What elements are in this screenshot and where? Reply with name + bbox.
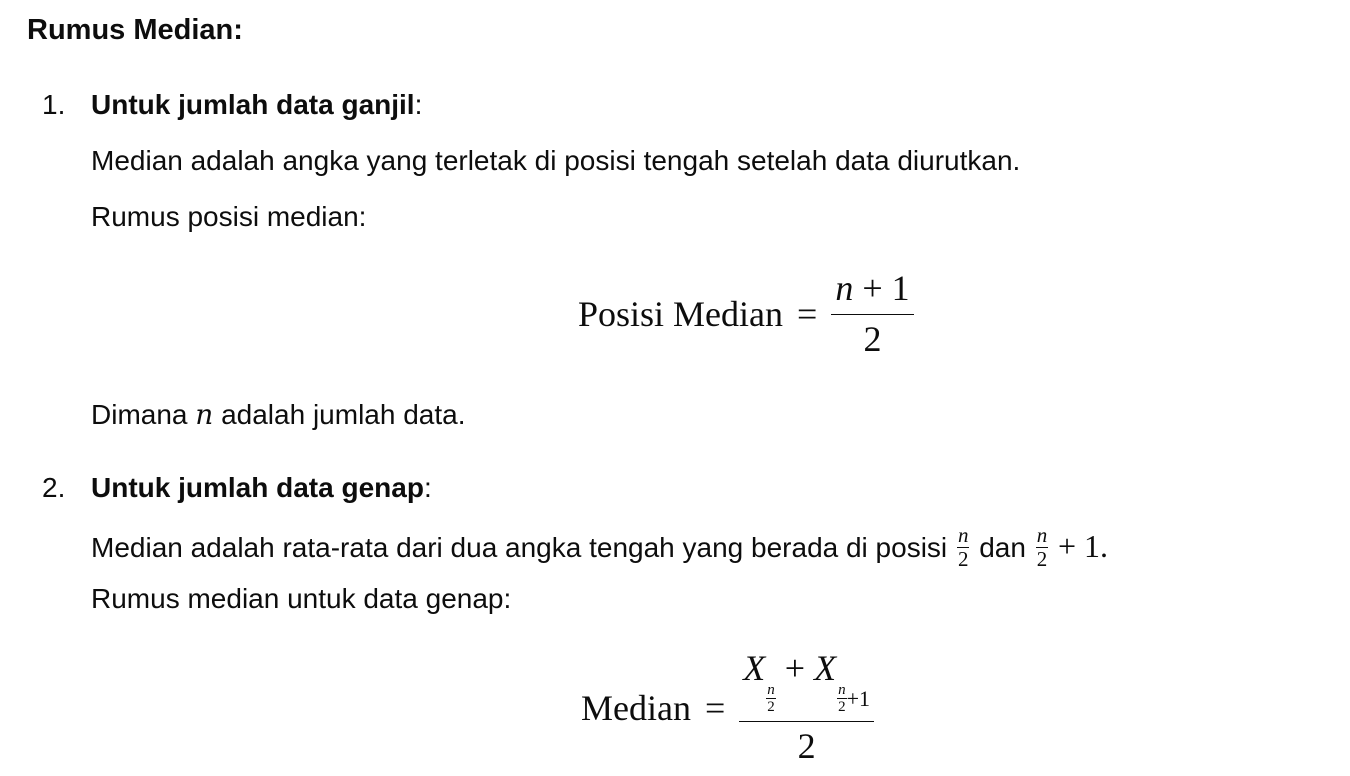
item-1-description: Median adalah angka yang terletak di posisi tengah setelah data diurutkan. [91,145,1021,176]
formula-odd-denominator: 2 [863,318,882,359]
section-heading: Rumus Median: [27,14,243,46]
x2-sub-den: 2 [838,699,846,715]
inline-frac2-num: n [1036,523,1048,547]
item-1-note-var: n [195,398,214,431]
list-number-2: 2. [42,472,66,503]
formula-odd-median-position [578,270,914,359]
formula-even-numerator [739,650,874,722]
item-2-desc-mid: dan [979,531,1026,563]
item-2-title-suffix: : [423,472,432,503]
formula-even-fraction [739,650,874,766]
formula-odd-numerator [831,270,913,315]
formula-odd-plus-one: + 1 [862,268,910,308]
inline-frac2-den: 2 [1036,547,1048,571]
item-1-title-bold: Untuk jumlah data ganjil [91,89,415,120]
formula-odd-lhs: Posisi Median [578,294,784,335]
formula-even-denominator: 2 [797,726,816,766]
item-1-title [91,89,422,121]
x1-sub-den: 2 [767,699,775,715]
formula-odd-equals: = [797,294,818,335]
formula-even-equals: = [704,687,726,728]
item-1-note-prefix: Dimana [91,399,188,430]
x2-sub-frac [837,683,847,715]
formula-even-x1-subscript [766,683,776,715]
inline-fraction-n-over-2-second [1036,525,1049,570]
inline-fraction-n-over-2 [957,525,970,570]
formula-even-x2: X [814,648,837,688]
formula-odd-n: n [835,268,854,308]
item-2-title [91,472,432,504]
formula-even-x2-subscript [836,683,870,715]
item-1-note-suffix: adalah jumlah data. [221,399,466,430]
x2-sub-plus-one: +1 [846,686,871,712]
formula-even-x1: X [743,648,766,688]
formula-even-median [581,650,874,766]
formula-even-lhs: Median [581,687,691,728]
item-1-title-suffix: : [414,89,423,120]
item-1-note [91,398,466,431]
item-2-desc-plus-one: + 1. [1058,527,1109,564]
inline-frac-num: n [957,523,969,547]
item-2-title-bold: Untuk jumlah data genap [91,472,424,503]
item-2-desc-prefix: Median adalah rata-rata dari dua angka tengah yang berada di posisi [91,531,948,563]
x2-sub-num: n [838,682,846,698]
item-2-description [91,523,1109,572]
item-1-formula-intro: Rumus posisi median: [91,201,367,232]
formula-odd-fraction [831,270,913,359]
list-number-1: 1. [42,89,66,120]
item-2-formula-intro: Rumus median untuk data genap: [91,583,512,614]
x1-sub-num: n [767,682,775,698]
inline-frac-den: 2 [957,547,969,571]
formula-even-plus: + [784,648,806,688]
